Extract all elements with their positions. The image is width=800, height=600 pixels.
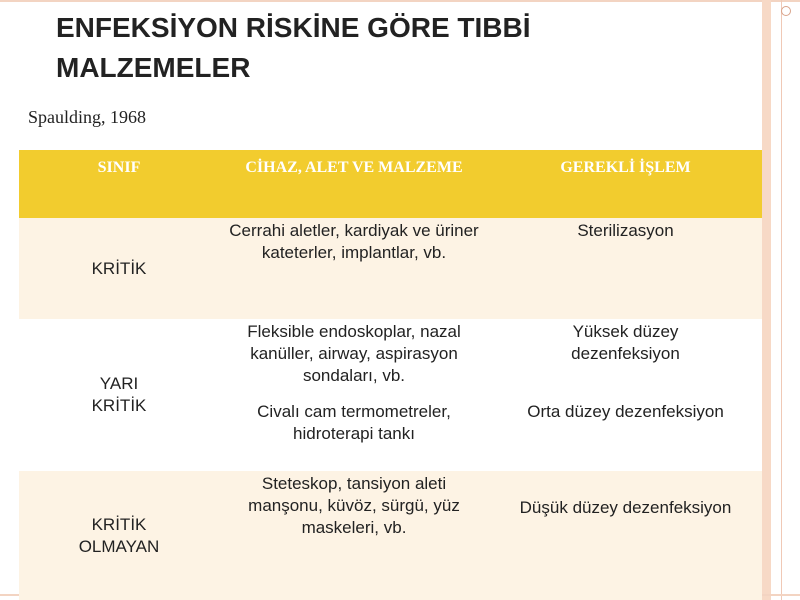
classification-table (19, 150, 762, 600)
process-cell: Düşük düzey dezenfeksiyon (489, 471, 762, 600)
class-cell (19, 471, 219, 600)
slide-right-border (762, 0, 771, 600)
class-cell: KRİTİK (19, 218, 219, 319)
header-process: GEREKLİ İŞLEM (489, 150, 762, 218)
circle-ornament-icon (781, 6, 791, 16)
class-label: YARI KRİTİK (91, 374, 147, 415)
header-device: CİHAZ, ALET VE MALZEME (219, 150, 489, 218)
process-cell (489, 319, 762, 471)
slide-right-line (781, 0, 782, 600)
table-header-row (19, 150, 762, 218)
device-cell: Cerrahi aletler, kardiyak ve üriner kateterler, implantlar, vb. (219, 218, 489, 319)
device-text: Fleksible endoskoplar, nazal kanüller, airway, aspirasyon sondaları, vb. (247, 322, 461, 385)
table-row (19, 218, 762, 319)
class-cell (19, 319, 219, 471)
process-text: Yüksek düzey dezenfeksiyon (571, 322, 680, 363)
slide-top-border (0, 0, 800, 2)
process-text: Orta düzey dezenfeksiyon (527, 402, 724, 421)
slide-title: ENFEKSİYON RİSKİNE GÖRE TIBBİ MALZEMELER (56, 12, 531, 83)
device-text: Civalı cam termometreler, hidroterapi tankı (257, 402, 451, 443)
source-citation: Spaulding, 1968 (28, 107, 147, 127)
header-class: SINIF (19, 150, 219, 218)
table-row (19, 319, 762, 471)
device-cell: Steteskop, tansiyon aleti manşonu, küvöz, sürgü, yüz maskeleri, vb. (219, 471, 489, 600)
device-cell (219, 319, 489, 471)
class-label: KRİTİK OLMAYAN (78, 514, 160, 556)
table-row (19, 471, 762, 600)
process-cell: Sterilizasyon (489, 218, 762, 319)
